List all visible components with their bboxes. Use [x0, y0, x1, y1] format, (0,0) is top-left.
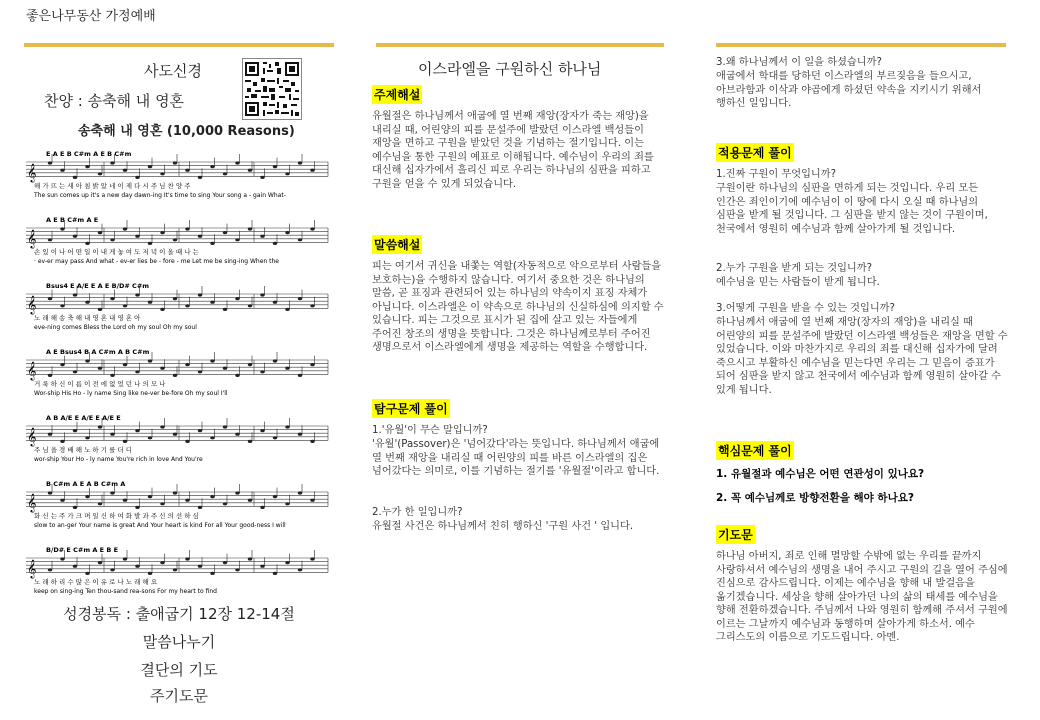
note-head — [210, 359, 214, 362]
worship-order-column — [24, 50, 334, 715]
note-head — [48, 374, 52, 377]
sermon-title: 이스라엘을 구원하신 하나님 — [418, 60, 602, 78]
note-head — [198, 176, 202, 179]
note-head — [73, 370, 77, 373]
note-head — [123, 304, 127, 307]
note-head — [123, 169, 127, 172]
note-head — [235, 161, 239, 164]
note-head — [198, 293, 202, 296]
score-lyrics-en: Wor-ship His Ho - ly name Sing like ne-ver be-fore Oh my soul I'll — [34, 390, 228, 397]
note-head — [285, 172, 289, 175]
section-label-word: 말씀해설 — [372, 235, 422, 254]
note-head — [248, 499, 252, 502]
note-head — [310, 557, 314, 560]
note-head — [110, 238, 114, 241]
note-head — [248, 363, 252, 366]
note-head — [98, 231, 102, 234]
note-head — [148, 242, 152, 245]
note-head — [160, 308, 164, 311]
note-head — [198, 565, 202, 568]
core-question-2: 2. 꼭 예수님께로 방향전환을 해야 하나요? — [716, 492, 914, 504]
note-head — [260, 235, 264, 238]
note-head — [48, 491, 52, 494]
section-label-application: 적용문제 풀이 — [716, 143, 794, 162]
score-row — [26, 348, 328, 397]
note-head — [235, 374, 239, 377]
note-head — [48, 238, 52, 241]
application-question-1: 1.진짜 구원이 무엇입니까? — [716, 169, 837, 180]
treble-clef-icon: 𝄞 — [27, 163, 37, 182]
note-head — [185, 557, 189, 560]
note-head — [273, 436, 277, 439]
note-head — [173, 568, 177, 571]
note-head — [210, 495, 214, 498]
sermon-column — [372, 50, 668, 715]
note-head — [135, 429, 139, 432]
note-head — [73, 429, 77, 432]
theme-text: 유월절은 하나님께서 애굽에 열 번째 재앙(장자가 죽는 재앙)을 내리실 때, 어린양의 피를 문설주에 발랐던 이스라엘 백성들이 재앙을 면하고 구원을 받았던 것을 기념하는 절기입니다. 이는 예수님을 통한 구원의 예표로 이해됩니다. 예수님이 우리의 죄를 대신해 십자가에서 흘리신 피로 우리는 하나님의 심판을 피하고 구원을 얻을 수 있게 되었습니다. — [372, 111, 654, 190]
score-lyrics-ko: 손 있 이 나 어 떤 일 이 내 게 놓 여 도 저 녁 이 올 때 나 는 — [34, 248, 199, 256]
note-head — [135, 370, 139, 373]
note-head — [73, 235, 77, 238]
note-head — [185, 440, 189, 443]
note-head — [60, 169, 64, 172]
note-head — [210, 572, 214, 575]
note-head — [285, 561, 289, 564]
inquiry-answer-2: 유월절 사건은 하나님께서 친히 행하신 '구원 사건 ' 입니다. — [372, 521, 634, 532]
note-head — [260, 176, 264, 179]
note-head — [135, 506, 139, 509]
note-head — [160, 172, 164, 175]
note-head — [260, 565, 264, 568]
note-head — [110, 161, 114, 164]
note-head — [160, 231, 164, 234]
score-lyrics-en: The sun comes up it's a new day dawn-ing It's time to sing Your song a - gain What- — [34, 192, 286, 199]
note-head — [298, 491, 302, 494]
note-head — [85, 242, 89, 245]
note-head — [185, 169, 189, 172]
section-label-inquiry: 탐구문제 풀이 — [372, 399, 450, 418]
score-row — [26, 282, 328, 331]
inquiry-question-2: 2.누가 한 일입니까? — [372, 507, 463, 518]
note-head — [135, 565, 139, 568]
sheet-music — [24, 142, 330, 642]
score-chords: A B A/E E A/E E A/E E — [46, 414, 121, 422]
treble-clef-icon: 𝄞 — [27, 295, 37, 314]
inquiry-question-3: 3.왜 하나님께서 이 일을 하셨습니까? — [716, 57, 882, 68]
note-head — [148, 495, 152, 498]
note-head — [273, 242, 277, 245]
inquiry-answer-3: 애굽에서 학대를 당하던 이스라엘의 부르짖음을 들으시고, 아브라함과 이삭과 야곱에게 하셨던 약속을 지키시기 위해서 행하신 일입니다. — [716, 71, 982, 109]
note-head — [135, 235, 139, 238]
note-head — [173, 374, 177, 377]
note-head — [198, 235, 202, 238]
note-head — [210, 165, 214, 168]
note-head — [98, 561, 102, 564]
note-head — [310, 304, 314, 307]
score-row — [26, 546, 328, 595]
note-head — [160, 561, 164, 564]
note-head — [110, 568, 114, 571]
note-head — [73, 176, 77, 179]
note-head — [223, 561, 227, 564]
section-label-prayer: 기도문 — [716, 525, 755, 544]
sharing-label: 말씀나누기 — [142, 633, 216, 651]
note-head — [48, 161, 52, 164]
note-head — [310, 440, 314, 443]
note-head — [235, 568, 239, 571]
note-head — [273, 495, 277, 498]
score-row — [26, 414, 328, 463]
note-head — [98, 425, 102, 428]
note-head — [310, 169, 314, 172]
word-text: 피는 여기서 귀신을 내쫓는 역할(자동적으로 악으로부터 사람들을 보호하는)을 수행하지 않습니다. 여기서 중요한 것은 하나님의 말씀, 곧 표징과 관련되어 있는 하나님의 약속이지 표징 자체가 아닙니다. 이스라엘은 이 약속으로 하나님의 신실하심에 의지할 수 있습니다. 피는 그것으로 표시가 된 집에 살고 있는 자들에게 주어진 창조의 생명을 뜻합니다. 그것은 하나님께로부터 주어진 생명으로서 이스라엘에게 생명을 제공하는 역할을 수행합니다. — [372, 261, 664, 353]
note-head — [248, 304, 252, 307]
note-head — [60, 440, 64, 443]
treble-clef-icon: 𝄞 — [27, 493, 37, 512]
note-head — [148, 301, 152, 304]
note-head — [198, 506, 202, 509]
application-answer-1: 구원이란 하나님의 심판을 면하게 되는 것입니다. 우리 모든 인간은 죄인이기에 예수님이 이 땅에 다시 오실 때 하나님의 심판을 받게 될 것입니다. 그 심판을 받지 않는 것이 구원이며, 천국에서 영원히 예수님과 함께 살아가게 될 것입니다. — [716, 183, 988, 235]
note-head — [73, 565, 77, 568]
note-head — [60, 557, 64, 560]
divider-rule — [376, 43, 664, 47]
score-lyrics-ko: 주 님 을 경 배 해 노 하 기 를 더 디 — [34, 446, 133, 454]
score-lyrics-ko: 거 룩 하 신 이 름 이 전 에 없 었 던 나 의 모 나 — [34, 380, 166, 388]
note-head — [98, 367, 102, 370]
note-head — [123, 499, 127, 502]
altar-prayer-label: 결단의 기도 — [140, 661, 218, 679]
note-head — [173, 433, 177, 436]
note-head — [98, 308, 102, 311]
note-head — [85, 572, 89, 575]
application-answer-2: 예수님을 믿는 사람들이 받게 됩니다. — [716, 277, 880, 288]
note-head — [248, 440, 252, 443]
core-question-1: 1. 유월절과 예수님은 어떤 연관성이 있나요? — [716, 468, 925, 480]
note-head — [73, 506, 77, 509]
score-lyrics-ko: 노 래 하 리 수 많 은 이 유 로 나 노 래 해 요 — [34, 578, 158, 586]
score-title: 송축해 내 영혼 (10,000 Reasons) — [78, 124, 295, 139]
note-head — [73, 293, 77, 296]
note-head — [298, 297, 302, 300]
note-head — [223, 308, 227, 311]
note-head — [310, 499, 314, 502]
note-head — [235, 491, 239, 494]
note-head — [148, 572, 152, 575]
note-head — [123, 557, 127, 560]
note-head — [123, 440, 127, 443]
note-head — [48, 568, 52, 571]
note-head — [223, 367, 227, 370]
note-head — [310, 227, 314, 230]
qr-code-icon[interactable] — [242, 58, 302, 120]
score-lyrics-en: wor-ship Your Ho - ly name You're rich in love And You're — [34, 456, 203, 463]
note-head — [298, 161, 302, 164]
inquiry-question-1: 1.'유월'이 무슨 말입니까? — [372, 425, 488, 436]
application-question-3: 3.어떻게 구원을 받을 수 있는 것입니까? — [716, 303, 895, 314]
note-head — [260, 506, 264, 509]
note-head — [110, 297, 114, 300]
note-head — [160, 367, 164, 370]
note-head — [48, 297, 52, 300]
note-head — [223, 231, 227, 234]
note-head — [60, 363, 64, 366]
note-head — [135, 176, 139, 179]
note-head — [285, 308, 289, 311]
note-head — [85, 495, 89, 498]
note-head — [285, 425, 289, 428]
note-head — [260, 429, 264, 432]
note-head — [223, 172, 227, 175]
note-head — [210, 242, 214, 245]
score-lyrics-en: eve-ning comes Bless the Lord oh my soul Oh my soul — [34, 324, 197, 331]
application-answer-3: 하나님께서 애굽에 열 번째 재앙(장자의 재앙)을 내리실 때 어린양의 피를 문설주에 발랐던 이스라엘 백성들은 재앙을 면할 수 있었습니다. 이와 마찬가지로 우리의 죄를 대신해 십자가에 달려 죽으시고 부활하신 예수님을 믿는다면 우리는 그 믿음이 증표가 되어 심판을 받지 않고 천국에서 예수님과 함께 영원히 살아갈 수 있게 됩니다. — [716, 317, 1008, 396]
score-lyrics-ko: 해 가 뜨 는 새 아 침 밝 았 네 이 제 다 시 주 님 찬 양 주 — [34, 182, 191, 190]
note-head — [248, 227, 252, 230]
note-head — [298, 568, 302, 571]
header-title: 좋은나무동산 가정예배 — [26, 9, 156, 24]
note-head — [85, 165, 89, 168]
score-row — [26, 150, 328, 199]
note-head — [85, 301, 89, 304]
note-head — [148, 436, 152, 439]
note-head — [60, 227, 64, 230]
note-head — [148, 165, 152, 168]
note-head — [298, 433, 302, 436]
note-head — [273, 359, 277, 362]
note-head — [285, 502, 289, 505]
score-lyrics-en: keep on sing-ing Ten thou-sand rea-sons For my heart to find — [34, 588, 217, 595]
note-head — [235, 297, 239, 300]
score-chords: Bsus4 E A/E E A E B/D# C#m — [46, 282, 150, 290]
treble-clef-icon: 𝄞 — [27, 427, 37, 446]
note-head — [135, 293, 139, 296]
score-chords: B/D# E C#m A E B E — [46, 546, 119, 554]
note-head — [123, 363, 127, 366]
note-head — [285, 231, 289, 234]
score-lyrics-en: slow to an-ger Your name is great And Your heart is kind For all Your good-ness I will — [34, 522, 286, 529]
note-head — [148, 359, 152, 362]
note-head — [160, 502, 164, 505]
note-head — [98, 172, 102, 175]
section-label-theme: 주제해설 — [372, 85, 422, 104]
score-chords: A E Bsus4 B A C#m A B C#m — [46, 348, 150, 356]
note-head — [198, 429, 202, 432]
note-head — [260, 370, 264, 373]
note-head — [273, 301, 277, 304]
note-head — [273, 165, 277, 168]
note-head — [110, 374, 114, 377]
score-chords: A E B C#m A E — [46, 216, 99, 224]
note-head — [260, 293, 264, 296]
note-head — [60, 499, 64, 502]
application-question-2: 2.누가 구원을 받게 되는 것입니까? — [716, 263, 873, 274]
note-head — [173, 238, 177, 241]
hymn-label: 찬양 : 송축해 내 영혼 — [44, 92, 185, 110]
note-head — [173, 491, 177, 494]
note-head — [173, 161, 177, 164]
note-head — [210, 436, 214, 439]
note-head — [98, 502, 102, 505]
note-head — [235, 433, 239, 436]
treble-clef-icon: 𝄞 — [27, 361, 37, 380]
note-head — [235, 238, 239, 241]
note-head — [110, 491, 114, 494]
note-head — [85, 436, 89, 439]
note-head — [85, 359, 89, 362]
note-head — [223, 502, 227, 505]
divider-rule — [24, 43, 334, 47]
note-head — [60, 304, 64, 307]
score-lyrics-ko: 노 래 해 송 축 해 내 영 혼 내 영 혼 아 — [34, 314, 141, 322]
note-head — [48, 433, 52, 436]
score-row — [26, 480, 328, 529]
section-label-core: 핵심문제 풀이 — [716, 441, 794, 460]
score-lyrics-ko: 화 신 는 주 가 크 며 일 신 하 여 화 발 과 주 신 의 선 하 심 — [34, 512, 199, 520]
score-row — [26, 216, 328, 265]
note-head — [185, 363, 189, 366]
divider-rule — [716, 43, 1006, 47]
prayer-text: 하나님 아버지, 죄로 인해 멸망할 수밖에 없는 우리를 끝까지 사랑하셔서 예수님의 생명을 내어 주시고 구원의 길을 열어 주심에 진심으로 감사드립니다. 이제는 예수님을 향해 내 발걸음을 옮기겠습니다. 세상을 향해 살아가던 나의 삶의 태세를 예수님을 향해 전환하겠습니다. 주님께서 나와 영원히 함께해 주셔서 구원에 이르는 그날까지 예수님과 동행하며 살아가게 하소서. 예수 그리스도의 이름으로 기도드립니다. 아멘. — [716, 551, 1008, 643]
treble-clef-icon: 𝄞 — [27, 229, 37, 248]
note-head — [248, 557, 252, 560]
creed-label: 사도신경 — [144, 62, 202, 80]
note-head — [273, 572, 277, 575]
note-head — [310, 363, 314, 366]
note-head — [185, 499, 189, 502]
note-head — [298, 238, 302, 241]
note-head — [160, 425, 164, 428]
scripture-reading: 성경봉독 : 출애굽기 12장 12-14절 — [63, 605, 295, 623]
note-head — [173, 297, 177, 300]
score-chords: E A E B C#m A E B C#m — [46, 150, 132, 158]
treble-clef-icon: 𝄞 — [27, 559, 37, 578]
score-chords: B C#m A E A B C#m A — [46, 480, 126, 488]
lords-prayer-label: 주기도문 — [150, 687, 208, 705]
note-head — [285, 367, 289, 370]
score-lyrics-en: · ev-er may pass And what - ev-er lies be - fore - me Let me be sing-ing When the — [34, 258, 279, 265]
note-head — [185, 304, 189, 307]
note-head — [123, 227, 127, 230]
note-head — [110, 433, 114, 436]
note-head — [185, 227, 189, 230]
note-head — [223, 425, 227, 428]
application-column — [716, 56, 1012, 716]
note-head — [210, 301, 214, 304]
inquiry-answer-1: '유월'(Passover)은 '넘어갔다'라는 뜻입니다. 하나님께서 애굽에 열 번째 재앙을 내리실 때 어린양의 피를 바른 이스라엘의 집은 넘어갔다는 의미로, 이를 기념하는 절기를 '유월절'이라고 합니다. — [372, 439, 660, 477]
note-head — [298, 374, 302, 377]
note-head — [248, 169, 252, 172]
note-head — [198, 370, 202, 373]
